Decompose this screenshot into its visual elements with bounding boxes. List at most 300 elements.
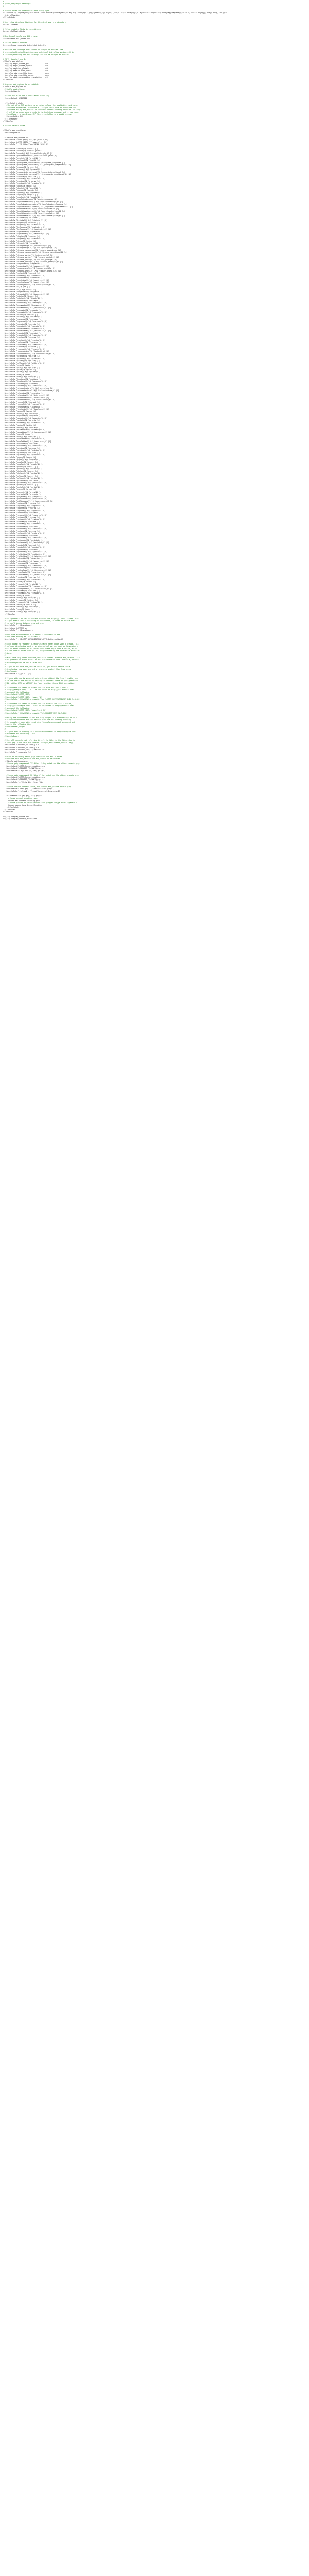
code-line: RewriteRule ^greece/(.*)$ /greece/$1 [L] — [3, 168, 44, 171]
code-line: RewriteRule ^greece/?$ /greece [L] — [3, 166, 38, 168]
code-line: RewriteRule ^zone/(.*)$ /zone/$1 [L] — [3, 611, 40, 613]
code-line: RewriteRule ^agenda/(.*)$ /agenda/$1 [L] — [3, 191, 44, 194]
code-line: RewriteRule ^opinion/(.*)$ /opinion/$1 [L] — [3, 454, 46, 456]
code-line: RewriteRule ^research/?$ /research [L] — [3, 512, 42, 514]
code-line: RewriteRule ^transportes/?$ /transportes [L] — [3, 585, 47, 588]
code-line: RewriteRule ^(.*)\.js $1\.js\.gz [QSA] — [3, 781, 44, 783]
comment-line: # To redirect all users to access the site WITHOUT the 'www.' prefix, — [3, 702, 72, 705]
code-line: RewriteRule ^newsletter/?$ /newsletter [L] — [3, 438, 46, 440]
comment-line: # if you enable "www." stripping or enforcement, in order to ensure that — [3, 620, 75, 622]
comment-line: # directories from your webroot or otherwise protect them from being — [3, 668, 71, 670]
code-line: RewriteRule ^finance/(.*)$ /finance/$1 [L] — [3, 348, 46, 350]
code-line: </FilesMatch> — [3, 117, 18, 120]
comment-line: # Cache all files for 2 weeks after access (A). — [3, 95, 50, 97]
code-line: RewriteRule ^capeverde/?$ /capeverde [L] — [3, 230, 44, 233]
code-line: RewriteRule ^special/(.*)$ /special/$1 [L] — [3, 546, 46, 549]
code-line: RewriteRule ^infraestrutura/?$ /infraestrutura [L] — [3, 387, 54, 389]
code-line: RewriteRule ^media/?$ /media [L] — [3, 424, 36, 427]
code-line: RewriteRule ^edicao/?$ /edicao [L] — [3, 313, 38, 316]
code-line: Header set Content-Encoding gzip — [3, 799, 40, 802]
code-line: RewriteRule ^people/?$ /people [L] — [3, 461, 38, 463]
code-line: <FilesMatch "\.(engine|inc|info|install|make|module|profile|test|po|sh|.*sql|theme|tpl(\.php)?|xtmpl)(~|\.sw[op]|\.bak|\.orig|\.save)?$|^(\..*|Entries.*|Repository|Root|Tag|Template)$|^#.*#$|\.php(~|\.sw[op]|\.bak|\.orig\.save)$"> — [3, 12, 227, 14]
code-line: RewriteRule ^angola/(.*)$ /angola/$1 [L] — [3, 196, 44, 198]
code-line: RewriteRule ^politica/?$ /politica [L] — [3, 479, 42, 482]
code-line: RewriteRule ^saotome/?$ /saotome [L] — [3, 520, 40, 523]
comment-line: # Rules to correctly serve gzip compressed CSS and JS files. — [3, 755, 63, 758]
code-line: RewriteRule ^galeria/?$ /galeria [L] — [3, 355, 40, 358]
code-line: RewriteRule ^empresas/?$ /empresas [L] — [3, 318, 42, 320]
comment-line: # uncomment the following: — [3, 707, 30, 709]
code-line: ExpiresActive Off — [3, 115, 23, 118]
comment-line: # PHP 5, Apache 1 and 2. — [3, 58, 26, 60]
code-line: RewriteRule ^angolabusinessleaders/?$ /angolabusinessleaders [L] — [3, 203, 67, 206]
code-line: RewriteRule ^news/?$ /news [L] — [3, 433, 34, 436]
comment-line: # Serve gzip compressed JS files if they exist and the client accepts gzip. — [3, 774, 80, 776]
code-line: ExpiresActive On — [3, 90, 21, 93]
code-line: RewriteRule "(^|/)\." - [F] — [3, 672, 31, 675]
comment-line: # headers themselves. Otherwise all scripts would have to overwrite the — [3, 106, 76, 109]
code-line: RewriteRule ^hongkong/(.*)$ /hongkong/$1 [L] — [3, 380, 47, 383]
comment-line: # If you do not have mod_rewrite installed, you should remove these — [3, 666, 70, 668]
code-line: php_flag session.auto_start off — [3, 70, 48, 72]
comment-line: # you don't bounce between http and https. — [3, 622, 46, 624]
htaccess-source-listing — [0, 0, 309, 820]
code-line: RewriteRule ^agenda/?$ /agenda [L] — [3, 189, 38, 192]
code-line: RewriteRule ^investimento/(.*)$ /investimento/$1 [L] — [3, 399, 56, 401]
code-line: <IfModule mod_rewrite.c> — [3, 136, 28, 139]
code-line: RewriteCond %{REQUEST_FILENAME}\.gz -s — [3, 778, 44, 781]
comment-line: # index.php. Clean URLs are handled in drupal_environment_initialize(). — [3, 741, 74, 744]
code-line: RewriteRule ^sections/?$ /sections [L] — [3, 525, 42, 528]
code-line: RewriteRule ^especial/(.*)$ /especial/$1 [L] — [3, 334, 47, 336]
code-line: RewriteRule ^features/(.*)$ /features/$1 [L] — [3, 343, 47, 346]
code-line: RewriteRule ^policy/?$ /policy [L] — [3, 474, 38, 477]
code-line: RewriteRule ^portuguese_companies/(.*)$ /portuguese_companies/$1 [L] — [3, 164, 71, 166]
code-line: RewriteCond %{REQUEST_URI} !=/favicon.ico — [3, 749, 45, 751]
code-line: RewriteRule ^sociedade/?$ /sociedade [L] — [3, 539, 44, 541]
code-line: php_value mbstring.http_input pass — [3, 72, 49, 74]
code-line: RewriteRule ^journal/?$ /journal [L] — [3, 401, 40, 403]
code-line: RewriteRule ^sections/(.*)$ /sections/$1 [L] — [3, 528, 47, 530]
code-line: RewriteRule ^countryfocus/?$ /countryfocus [L] — [3, 281, 49, 284]
code-line: RewriteRule ^reports/?$ /reports [L] — [3, 507, 40, 510]
code-line: RewriteRule ^opiniao/?$ /opiniao [L] — [3, 447, 40, 449]
code-line: RewriteRule ^chinese_mozambique/?$ /chinese_mozambique [L] — [3, 249, 61, 251]
code-line: RewriteRule ^portugal/?$ /inhalt [L] — [3, 159, 40, 162]
code-line: RewriteRule ^eventos/(.*)$ /eventos/$1 [L] — [3, 338, 46, 341]
code-line: RewriteRule ^about/(.*)$ /about/$1 [L] — [3, 187, 42, 189]
comment-line: # — [3, 700, 6, 703]
code-line: RewriteRule ^trade/?$ /trade [L] — [3, 581, 36, 583]
code-line: RewriteRule ^edicao/(.*)$ /edicao/$1 [L] — [3, 316, 44, 318]
code-line: RewriteRule ^chinese_portugal/?$ /chinese_portugal [L] — [3, 258, 57, 261]
comment-line: # Enable expirations. — [3, 88, 25, 90]
code-line: RewriteRule ^gallery/(.*)$ /gallery/$1 [L] — [3, 362, 46, 364]
code-line: <FilesMatch \.php$> — [3, 101, 23, 104]
code-line: RewriteRule ^industry/?$ /industry [L] — [3, 382, 42, 385]
code-line: RewriteRule ^perfil/(.*)$ /perfil/$1 [L] — [3, 468, 44, 470]
code-line: RewriteRule ^entrevista/?$ /entrevista [L] — [3, 327, 46, 330]
code-line: RewriteRule ^search/?$ /search [R=301,L] — [3, 150, 44, 152]
code-line: php_flag magic_quotes_gpc off — [3, 62, 48, 65]
code-line: RewriteRule ^angolatradecompa/(.*)$ /angolatradecompa/$1 [L] — [3, 200, 63, 203]
code-line: RewriteRule ^home/?$ /home [L] — [3, 373, 34, 376]
comment-line: # Protect files and directories from prying eyes. — [3, 9, 50, 12]
code-line: RewriteRule ^dbspecial/(.*)$ /dbspecial/$1 [L] — [3, 293, 49, 295]
code-line: RewriteRule ^taxonomy/?$ /taxonomy [L] — [3, 562, 42, 565]
code-line: RewriteRule ^technology/?$ /technology [L] — [3, 567, 46, 569]
code-line: RewriteCond %{HTTPS} on — [3, 626, 27, 629]
comment-line: # VirtualDocumentRoot and the rewrite rules are not working properly. — [3, 719, 72, 721]
code-line: RewriteRule ^policy/(.*)$ /policy/$1 [L] — [3, 477, 44, 480]
code-line: RewriteRule ^bizintel/(.*)$ /bizintel/$1 [L] — [3, 219, 47, 222]
code-line: RewriteRule ^portuguese_companies/?$ /portuguese_companies [L] — [3, 161, 65, 164]
code-line: RewriteRule ^sponsors/?$ /sponsors [L] — [3, 548, 42, 551]
comment-line: # — [3, 728, 6, 731]
code-line: RewriteRule ^media/(.*)$ /media/$1 [L] — [3, 426, 42, 429]
comment-line: # includes directories used by version control systems such as Subversion or — [3, 645, 79, 648]
code-line: RewriteRule ^interview/?$ /interview [L] — [3, 392, 44, 394]
code-line: RewriteRule ^debate/(.*)$ /debate/$1 [L] — [3, 297, 44, 300]
code-line: RewriteRule ^publicacoes/(.*)$ /publicacoes/$1 [L] — [3, 500, 54, 502]
code-line: RewriteRule ^macau/?$ /macau [L] — [3, 410, 36, 413]
code-line: RewriteRule ^galeria/(.*)$ /galeria/$1 [L] — [3, 357, 46, 360]
code-line: RewriteRule ^noticias/(.*)$ /noticias/$1 [L] — [3, 445, 47, 447]
code-line: Order allow,deny — [3, 14, 21, 16]
code-line: RewriteRule ^arquivo/(.*)$ /arquivo/$1 [L] — [3, 182, 46, 185]
code-line: RewriteRule ^trade/(.*)$ /trade/$1 [L] — [3, 583, 42, 585]
code-line: RewriteRule ^portal/(.*)$ /portal/$1 [L] — [3, 486, 44, 488]
comment-line: # — [3, 684, 6, 687]
code-line: RewriteRule ^infraestrutura/(.*)$ /infraestrutura/$1 [L] — [3, 389, 59, 392]
comment-line: # problems if a non-Drupal PHP file is installed in a subdirectory. — [3, 113, 72, 115]
code-line: RewriteRule ^user/(.*)$ /user/$1 [L] — [3, 597, 40, 599]
code-line: <IfModule mod_php5.c> — [3, 60, 23, 63]
code-line: RewriteRule ^macau/(.*)$ /macau/$1 [L] — [3, 412, 42, 415]
comment-line: # RewriteCond %{HTTP_HOST} . — [3, 693, 32, 696]
code-line: RewriteRule ^world/(.*)$ /world/$1 [L] — [3, 606, 42, 608]
code-line: php_flag display_errors off — [3, 815, 29, 818]
code-line: php_flag magic_quotes_sybase off — [3, 65, 48, 67]
code-line: RewriteRule ^timorleste/(.*)$ /timorleste/$1 [L] — [3, 573, 52, 576]
code-line: RewriteRule ^features/?$ /features [L] — [3, 341, 42, 344]
comment-line: # includes/bootstrap.inc for settings that can be changed at runtime. — [3, 53, 70, 56]
code-line: RewriteRule \.css\.gz$ - [T=text/css,E=no-gzip:1] — [3, 788, 55, 790]
code-line: RewriteRule ^guide/?$ /guide [L] — [3, 369, 36, 371]
comment-line: # as the control files used by CVS, are protected by the FilesMatch directive — [3, 650, 80, 652]
comment-line: # (http://example.com/... will be redirected to http://www.example.com/...) — [3, 689, 78, 691]
code-line: RewriteRule ^companies/?$ /companies [L] — [3, 263, 44, 265]
code-line: RewriteRule ^markets/?$ /markets [L] — [3, 419, 40, 422]
comment-line: # Make sure Authorization HTTP header is available to PHP — [3, 633, 60, 636]
comment-line: # Serve gzip compressed CSS files if they exist and the client accepts gzip. — [3, 762, 81, 765]
code-line: <IfModule mod_rewrite.c> — [3, 129, 26, 132]
code-line: </FilesMatch> — [3, 16, 15, 19]
code-line: RewriteRule ^reports/(.*)$ /reports/$1 [L] — [3, 509, 46, 512]
code-line: RewriteRule ^chinaportugal/?$ /chinaportugal [L] — [3, 244, 52, 247]
comment-line: # Do not allow PHP scripts to be cached unless they explicitly send cache — [3, 104, 78, 107]
code-line: RewriteRule ^sectors/(.*)$ /sectors/$1 [L] — [3, 532, 46, 535]
code-line: php_flag mbstring.encoding_translation off — [3, 76, 48, 79]
code-line: RewriteRule ^index.php/(.*)$ /$1 [R=301,L,NC] — [3, 139, 48, 141]
code-line: RewriteRule ^saotome/(.*)$ /saotome/$1 [L] — [3, 523, 46, 526]
code-line: RewriteRule ^regions/(.*)$ /regions/$1 [L] — [3, 504, 46, 507]
code-line: RewriteRule ^special/?$ /special [L] — [3, 544, 40, 546]
code-line: RewriteRule ^user/?$ /user [L] — [3, 594, 34, 597]
code-line: RewriteRule ^angola/?$ /angola [L] — [3, 194, 38, 196]
comment-line: # — [3, 5, 4, 7]
comment-line: # above. — [3, 652, 12, 654]
code-line: RewriteRule ^(.*)\.css $1\.css\.gz [QSA] — [3, 769, 46, 772]
code-line: RewriteRule ^lusofonia/?$ /lusofonia [L] — [3, 405, 44, 408]
code-line: RewriteRule ^chinese_mozambique/(.*)$ /chinese_mozambique/$1 [L] — [3, 251, 67, 254]
code-line: RewriteRule ^documentos/?$ /documentos [L] — [3, 304, 46, 307]
code-line: RewriteRule ^about/?$ /about [L] — [3, 184, 36, 187]
code-line: RewriteRule ^taxonomy/(.*)$ /taxonomy/$1 [L] — [3, 564, 47, 567]
code-line: RewriteRule ^reviews/?$ /reviews [L] — [3, 516, 40, 518]
code-line: RewriteRule ^ index.php [L] — [3, 751, 31, 753]
code-line: RewriteRule ^publikationen/?$ /publikationen [R=301,L] — [3, 155, 57, 157]
comment-line: # Serve correct content types, and prevent mod_deflate double gzip. — [3, 785, 72, 788]
code-line: RewriteRule ^sectors/?$ /sectors [L] — [3, 530, 40, 532]
comment-line: # RewriteBase / — [3, 735, 20, 737]
code-line: RewriteRule ^documentos/(.*)$ /documentos/$1 [L] — [3, 307, 52, 309]
code-line: RewriteRule ^economia/?$ /economia [L] — [3, 309, 42, 311]
code-line: RewriteRule ^projects/?$ /projects [L] — [3, 493, 42, 496]
code-line: RewriteRule ^press/?$ /press [L] — [3, 488, 36, 491]
code-line: RewriteRule ^interview/(.*)$ /interview/$1 [L] — [3, 394, 49, 397]
code-line: RewriteRule ^home/(.*)$ /home/$1 [L] — [3, 376, 40, 378]
code-line: RewriteRule ^services/(.*)$ /services/$1 [L] — [3, 537, 47, 539]
code-line: RewriteRule ^capeverde/(.*)$ /capeverde/$1 [L] — [3, 233, 49, 235]
code-line: Options +FollowSymLinks — [3, 30, 25, 33]
code-line: RewriteRule ^chinese_portugal/(.*)$ /chinese_portugal/$1 [L] — [3, 260, 63, 263]
code-line: ExpiresDefault A1209600 — [3, 97, 27, 99]
code-line: RewriteRule ^industry/(.*)$ /industry/$1 [L] — [3, 385, 47, 387]
code-line: RewriteCond %{REQUEST_FILENAME} !-f — [3, 744, 39, 747]
comment-line: # If your site can be accessed both with and without the 'www.' prefix, you — [3, 677, 78, 680]
code-line: RewriteRule ^print/(.*)$ /print/$1 [L] — [3, 157, 42, 159]
code-line: RewriteRule ^reviews/(.*)$ /reviews/$1 [L] — [3, 518, 46, 521]
code-line: RewriteRule ^angolabusinessleaders/(.*)$ /angolabusinessleaders/$1 [L] — [3, 205, 73, 208]
comment-line: # Set the default handler. — [3, 42, 28, 44]
comment-line: # Make Drupal handle any 404 errors. — [3, 35, 38, 38]
code-line: RewriteRule ^content/?$ /content [L] — [3, 272, 40, 275]
code-line: RewriteEngine on — [3, 131, 21, 134]
comment-line: # — [3, 654, 6, 657]
code-line: RewriteRule ^turismo/(.*)$ /turismo/$1 [L] — [3, 592, 46, 595]
code-line: RewriteRule ^benefitsanalytics/?$ /benefitsanalytics [L] — [3, 212, 59, 215]
comment-line: # Pass all requests not referring directly to files in the filesystem to — [3, 739, 75, 742]
code-line: RewriteRule ^newsletter/(.*)$ /newsletter/$1 [L] — [3, 440, 52, 443]
code-line: RewriteRule ^journal/(.*)$ /journal/$1 [L] — [3, 403, 46, 406]
code-line: RewriteRule \.js\.gz$ - [T=text/javascript,E=no-gzip:1] — [3, 790, 60, 792]
code-line: ErrorDocument 404 /index.php — [3, 37, 30, 40]
code-line: RewriteRule ^content/(.*)$ /content/$1 [L] — [3, 274, 46, 277]
code-line: RewriteRule ^chapter/?$ /chapter [L] — [3, 235, 40, 238]
code-line: RewriteRule ^turismo/?$ /turismo [L] — [3, 590, 40, 592]
code-line: RewriteRule ^ - [E=HTTP_AUTHORIZATION:%{HTTP:Authorization}] — [3, 638, 63, 640]
code-line: RewriteRule ^pages/(.*)$ /pages/$1 [L] — [3, 459, 42, 461]
code-line: RewriteCond %{REQUEST_FILENAME}\.gz -s — [3, 767, 44, 770]
code-line: RewriteRule ^projects/(.*)$ /projects/$1 [L] — [3, 495, 47, 498]
code-line: RewriteRule ^economia/(.*)$ /economia/$1 [L] — [3, 311, 47, 314]
comment-line: # headers set by mod_expires if they want another caching behavior. This may — [3, 109, 81, 111]
comment-line: # Requires mod_expires to be enabled. — [3, 83, 39, 86]
code-line: RewriteRule ^chinaportugal/(.*)$ /chinaportugal/$1 [L] — [3, 247, 57, 249]
comment-line: # Various rewrite rules. — [3, 125, 26, 127]
code-line: RewriteRule ^investimento/?$ /investimento [L] — [3, 396, 49, 399]
comment-line: # Git to store control files. Files whose names begin with a period, as well — [3, 647, 79, 650]
code-line: RewriteRule ^world/?$ /world [L] — [3, 603, 36, 606]
code-line: RewriteRule ^empresas/(.*)$ /empresas/$1 [L] — [3, 320, 47, 323]
code-line: RewriteRule ^energia/(.*)$ /energia/$1 [L] — [3, 325, 46, 328]
code-line: RewriteRule ^tourism/(.*)$ /tourism/$1 [L] — [3, 578, 46, 581]
code-line: RewriteRule ^ - [E=protossl] — [3, 624, 32, 627]
code-line: RewriteRule ^debate/?$ /debate [L] — [3, 295, 38, 297]
code-line: RewriteRule ^eventos/?$ /eventos [L] — [3, 336, 40, 339]
comment-line: # URL, either WITH or WITHOUT the 'www.' prefix. Choose ONLY one option: — [3, 682, 75, 684]
code-line: RewriteRule ^(.*)$ http://www.%1/$1 [R=301,L] — [3, 143, 48, 146]
comment-line: # Modify the RewriteBase if you are using Drupal in a subdirectory or in a — [3, 716, 77, 719]
comment-line: # — [3, 664, 6, 666]
code-line: RewriteCond %{HTTP_HOST} ^(?!www\.)(.+) [NC] — [3, 141, 47, 143]
comment-line: # Override PHP settings that cannot be changed at runtime. See — [3, 48, 63, 51]
code-line: RewriteRule ^especial/?$ /especial [L] — [3, 332, 42, 334]
code-line: </IfModule> — [3, 808, 15, 811]
code-line: RewriteRule ^chinese_portal/?$ /chinese_portal [L] — [3, 253, 54, 256]
code-line: RewriteRule ^subscribe/(.*)$ /subscribe/$1 [L] — [3, 560, 49, 562]
code-line: RewriteRule ^ct/(.*)$ /ct/$1 [L] — [3, 288, 36, 291]
code-line: RewriteRule ^technology/(.*)$ /technology/$1 [L] — [3, 569, 52, 571]
comment-line: # RewriteCond %{HTTP_HOST} ^www\.(.+)$ [NC] — [3, 709, 47, 712]
comment-line: # not possible to block access to entire directories from .htaccess, because — [3, 659, 79, 662]
code-line: RewriteRule ^perfil/?$ /perfil [L] — [3, 465, 38, 468]
comment-line: # <DirectoryMatch> is not allowed here. — [3, 661, 43, 664]
code-line: RewriteRule ^news/(.*)$ /news/$1 [L] — [3, 435, 40, 438]
code-line: RewriteRule ^regions/?$ /regions [L] — [3, 502, 40, 505]
code-line: RewriteRule ^countries/(.*)$ /countries/$1 [L] — [3, 279, 49, 281]
comment-line: # Follow symbolic links in this directory. — [3, 28, 44, 30]
code-line: <FilesMatch "(\.js\.gz|\.css\.gz)$"> — [3, 794, 42, 797]
code-line: RewriteRule ^zone/?$ /zone [L] — [3, 608, 34, 611]
code-line: RewriteRule ^portal/?$ /portal [L] — [3, 484, 38, 486]
comment-line: # RewriteCond %{HTTP_HOST} !^www\. [NC] — [3, 696, 43, 698]
code-line: RewriteRule ^noticias/?$ /noticias [L] — [3, 443, 42, 445]
code-line: </IfModule> — [3, 120, 13, 123]
code-line: Options -Indexes — [3, 23, 19, 26]
code-line: RewriteRule ^photos/(.*)$ /photos/$1 [L] — [3, 472, 44, 475]
code-line: RewriteRule ^tourism/?$ /tourism [L] — [3, 576, 40, 579]
code-line: RewriteRule ^angolatradecompa/?$ /angolatradecompa [L] — [3, 198, 57, 201]
comment-line: # Requires both mod_rewrite and mod_headers to be enabled. — [3, 758, 61, 760]
code-line: RewriteRule ^guide/(.*)$ /guide/$1 [L] — [3, 371, 42, 374]
comment-line: # NOTE: This only works when mod_rewrite is loaded. Without mod_rewrite, it is — [3, 656, 81, 659]
code-line: RewriteRule ^china/?$ /china [L] — [3, 240, 36, 242]
code-line: RewriteRule ^greece-international/?$ /greece-international [L] — [3, 171, 65, 173]
code-line: RewriteRule ^chapter/(.*)$ /chapter/$1 [L] — [3, 238, 46, 240]
code-line: RewriteRule ^videos/(.*)$ /videos/$1 [L] — [3, 601, 44, 604]
comment-line: # downloaded. — [3, 670, 18, 673]
comment-line: # Don't show directory listings for URLs which map to a directory. — [3, 21, 67, 24]
comment-line: # uncomment the following line: — [3, 733, 35, 735]
code-line: RewriteRule ^energia/?$ /energia [L] — [3, 323, 40, 325]
code-line: Header append Vary Accept-Encoding — [3, 804, 42, 806]
code-line: RewriteRule ^gallery/?$ /gallery [L] — [3, 360, 40, 362]
comment-line: # To redirect all users to access the site WITH the 'www.' prefix, — [3, 686, 69, 689]
comment-line: # (http://www.example.com/... will be redirected to http://example.com/...) — [3, 705, 78, 707]
code-line: RewriteRule ^bsaphil/(.*)$ /bsaphil/$1 [L] — [3, 224, 46, 226]
comment-line: # fail if an error occurs early in the bootstrap process, and it may cause — [3, 111, 79, 113]
comment-line: # can use one of the following settings to redirect users to your preferred — [3, 680, 78, 682]
code-line: RewriteRule ^ct/?$ /ct [L] — [3, 286, 30, 289]
code-line: RewriteRule ^hongkong/?$ /hongkong [L] — [3, 378, 42, 380]
code-line: RewriteRule ^mozambique/?$ /mozambique [L] — [3, 429, 46, 431]
code-line: RewriteRule ^benefitsvaluation/?$ /benefitsvaluation [L] — [3, 208, 59, 210]
code-line: RewriteRule ^sociedade/(.*)$ /sociedade/$1 [L] — [3, 541, 49, 544]
comment-line: # even when running as CGI or FastCGI. — [3, 636, 42, 638]
code-line: RewriteRule ^guia/?$ /guia [L] — [3, 364, 34, 367]
comment-line: # Apache/PHP/Drupal settings: — [3, 3, 31, 5]
code-line: RewriteRule ^company-profile/?$ /company-profile [L] — [3, 267, 56, 270]
comment-line: # — [3, 1, 4, 3]
comment-line: # Set "protossl" to "s" if we were accessed via https://. This is used later — [3, 617, 79, 620]
code-line: RewriteRule ^people/(.*)$ /people/$1 [L] — [3, 463, 44, 466]
comment-line: # For example if your site is at http://example.com/drupal uncomment and — [3, 721, 75, 723]
code-line: <IfModule mod_headers.c> — [3, 760, 28, 762]
code-line: RewriteRule ^lusofonia/(.*)$ /lusofonia/$1 [L] — [3, 408, 49, 410]
code-line: RewriteRule ^destaque/?$ /destaque [L] — [3, 299, 42, 302]
code-line: php_flag register_globals off — [3, 67, 48, 70]
comment-line: # RewriteRule ^ http%{ENV:protossl}://www.%{HTTP_HOST}%{REQUEST_URI} [L,R=301] — [3, 698, 81, 701]
code-line: RewriteRule ^chinese_portal/(.*)$ /chinese_portal/$1 [L] — [3, 256, 59, 259]
code-line: RewriteRule ^subscribe/?$ /subscribe [L] — [3, 557, 44, 560]
code-line: RewriteRule ^politica/(.*)$ /politica/$1 [L] — [3, 481, 47, 484]
code-line: RewriteRule ^transportes/(.*)$ /transportes/$1 [L] — [3, 587, 54, 590]
code-line: RewriteRule ^statistics/(.*)$ /statistics/$1 [L] — [3, 555, 52, 557]
code-line: <IfModule mod_expires.c> — [3, 86, 26, 88]
code-line: RewriteRule ^finance/?$ /finance [L] — [3, 346, 40, 348]
code-line: RewriteRule ^busleaders/(.*)$ /busleaders/$1 [L] — [3, 228, 52, 231]
comment-line: # Serve correct encoding type. — [3, 797, 38, 800]
code-line: RewriteRule ^bizintel/?$ /bizintel [L] — [3, 217, 42, 219]
comment-line: # If your site is running in a VirtualDocumentRoot at http://example.com/, — [3, 730, 77, 733]
code-line: RewriteRule ^article/(.*)$ /article/$1 [L] — [3, 178, 46, 180]
code-line: RewriteRule ^destaque/(.*)$ /destaque/$1 [L] — [3, 302, 47, 304]
comment-line: # Force proxies to cache gzipped & non-gzipped css/js files separately. — [3, 802, 78, 804]
code-line: RewriteRule ^statistics/?$ /statistics [L] — [3, 553, 46, 555]
code-line: </IfModule> — [3, 78, 13, 81]
comment-line: # Block access to "hidden" directories whose names begin with a period. This — [3, 642, 79, 645]
code-line: RewriteRule ^foodanddrink/(.*)$ /foodanddrink/$1 [L] — [3, 352, 56, 355]
code-line: RewriteRule ^entrevista/(.*)$ /entrevista/$1 [L] — [3, 330, 52, 332]
code-line: RewriteRule ^countries/?$ /countries [L] — [3, 277, 44, 279]
code-line: php_flag display_startup_errors off — [3, 818, 37, 820]
comment-line: # sites/default/default.settings.php and drupal_initialize_variables() in — [3, 51, 74, 54]
code-line: RewriteRule ^magazine/(.*)$ /magazine/$1 [L] — [3, 417, 47, 419]
code-line: RewriteRule ^mozambique/(.*)$ /mozambique/$1 [L] — [3, 431, 52, 433]
code-line: RewriteRule ^opinion/?$ /opinion [L] — [3, 451, 40, 454]
code-line: </FilesMatch> — [3, 806, 20, 809]
code-line: RewriteRule ^guia/(.*)$ /guia/$1 [L] — [3, 366, 40, 369]
code-line: RewriteRule ^videos/?$ /videos [L] — [3, 599, 38, 601]
code-line: RewriteRule ^busleaders/?$ /busleaders [L] — [3, 226, 46, 228]
code-line: RewriteRule ^markets/(.*)$ /markets/$1 [L] — [3, 421, 46, 424]
code-line: RewriteRule ^arquivo/?$ /arquivo [L] — [3, 180, 40, 182]
code-line: RewriteRule ^services/?$ /services [L] — [3, 534, 42, 537]
code-line: RewriteRule ^companies/(.*)$ /companies/$1 [L] — [3, 265, 49, 267]
code-line: RewriteRule ^search/(.*)$ /search/index.php/$1 [L] — [3, 152, 54, 155]
